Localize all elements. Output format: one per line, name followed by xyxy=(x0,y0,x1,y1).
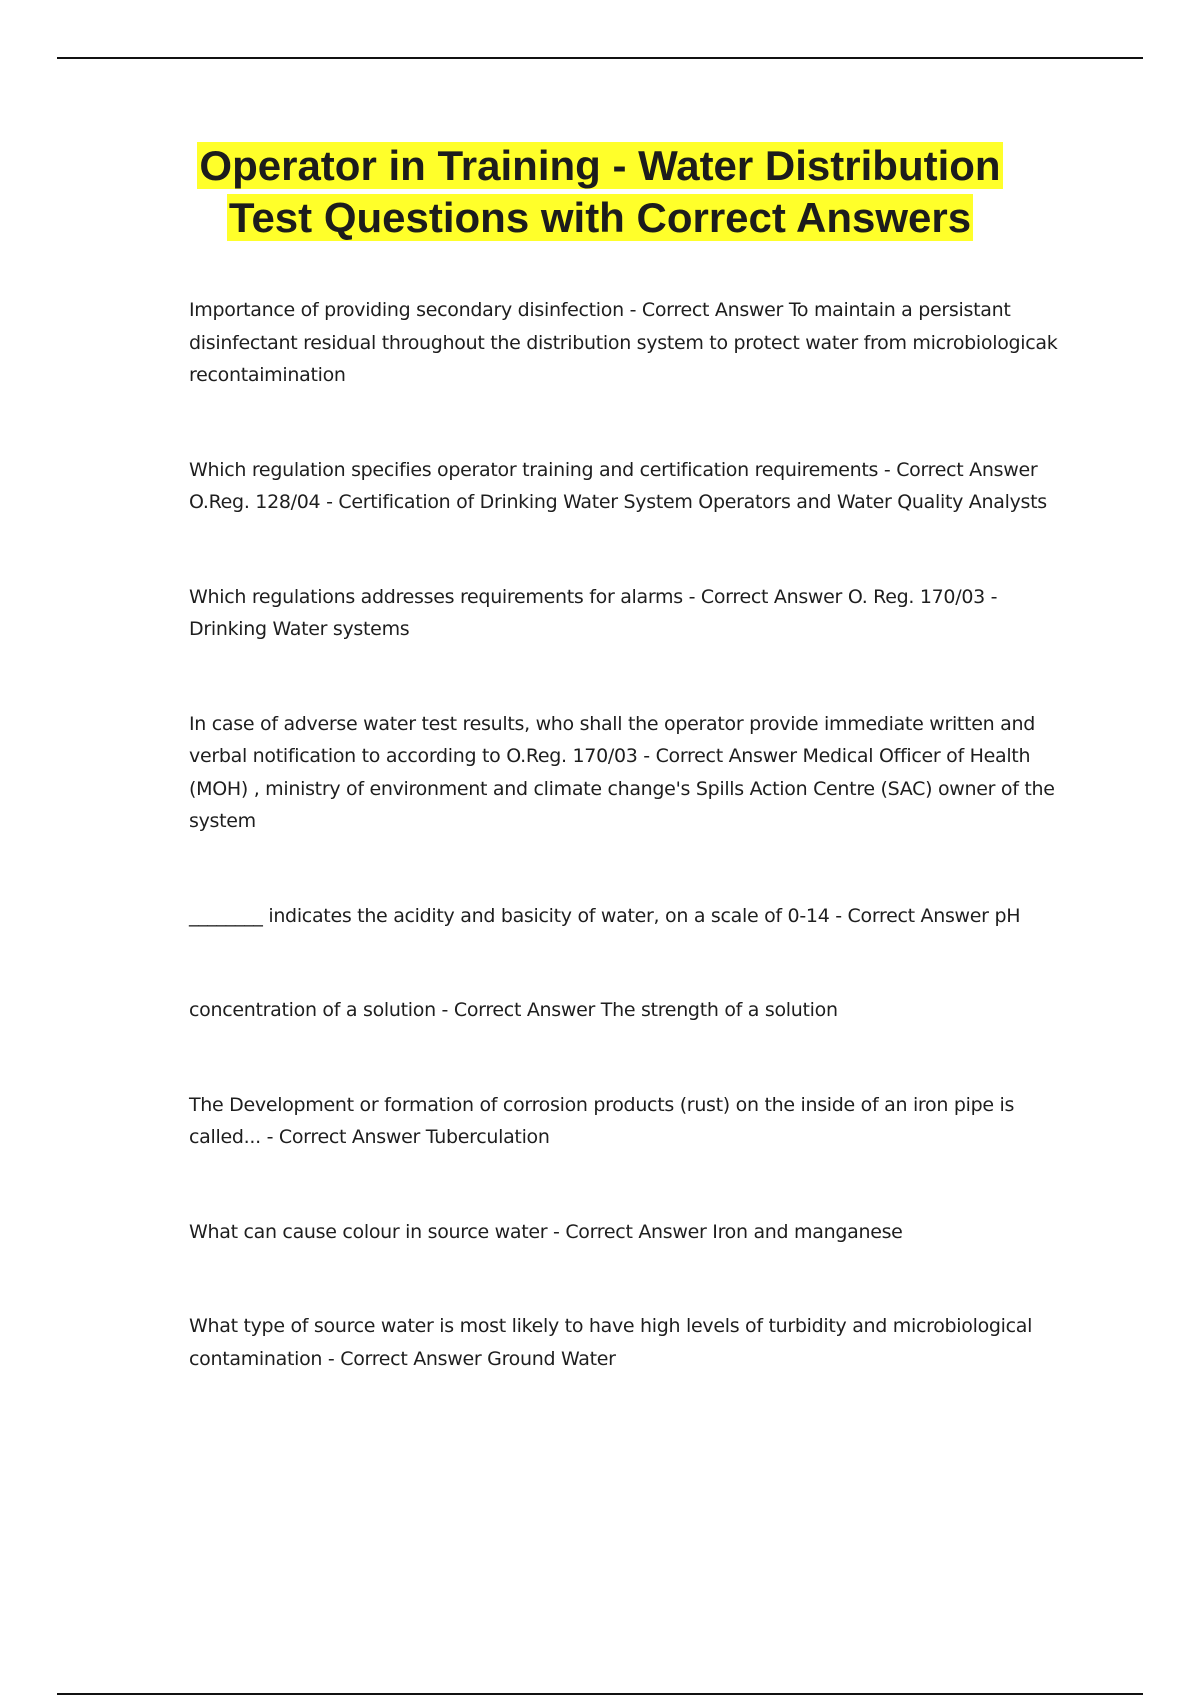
title-block xyxy=(190,140,1010,244)
question-text: ________ indicates the acidity and basicity of water, on a scale of 0-14 xyxy=(189,904,830,927)
answer-text: O.Reg. 128/04 - Certification of Drinking Water System Operators and Water Quality Analysts xyxy=(189,491,1047,513)
question-text: The Development or formation of corrosion products (rust) on the inside of an iron pipe is called... xyxy=(189,1093,1015,1148)
qa-item xyxy=(189,1310,1069,1375)
question-text: Which regulation specifies operator training and certification requirements xyxy=(189,458,879,481)
separator: - xyxy=(637,745,656,767)
answer-label: Correct Answer xyxy=(453,999,596,1021)
answer-text: pH xyxy=(994,904,1021,927)
top-rule xyxy=(57,57,1143,59)
answer-text: O. Reg. 170/03 - Drinking Water systems xyxy=(189,585,998,640)
question-text: concentration of a solution xyxy=(189,999,436,1021)
qa-item xyxy=(189,994,1069,1027)
answer-label: Correct Answer xyxy=(655,745,797,767)
answer-label: Correct Answer xyxy=(700,585,843,608)
qa-item xyxy=(189,1089,1069,1154)
answer-text: Iron and manganese xyxy=(712,1220,903,1243)
qa-item xyxy=(189,294,1069,392)
separator: - xyxy=(829,904,848,927)
answer-label: Correct Answer xyxy=(278,1126,421,1148)
separator: - xyxy=(878,458,897,481)
question-text: In case of adverse water test results, who shall the operator provide immediate written and verbal notification to according to O.Reg. 170/03 xyxy=(189,712,1035,767)
separator: - xyxy=(322,1347,341,1370)
qa-list xyxy=(189,294,1069,1437)
qa-item xyxy=(189,900,1069,933)
question-text: Importance of providing secondary disinfection xyxy=(189,299,624,321)
qa-item xyxy=(189,454,1069,519)
document-title: Operator in Training - Water Distribution Test Questions with Correct Answers xyxy=(199,142,1001,241)
qa-item xyxy=(189,1216,1069,1249)
answer-text: Tuberculation xyxy=(425,1126,550,1148)
bottom-rule xyxy=(57,1693,1143,1695)
question-text: Which regulations addresses requirements for alarms xyxy=(189,585,683,608)
answer-text: The strength of a solution xyxy=(600,999,838,1021)
separator: - xyxy=(623,299,642,321)
separator: - xyxy=(682,585,701,608)
answer-text: Ground Water xyxy=(487,1347,616,1370)
answer-label: Correct Answer xyxy=(847,904,989,927)
answer-label: Correct Answer xyxy=(340,1347,482,1370)
separator: - xyxy=(435,999,454,1021)
qa-item xyxy=(189,581,1069,646)
answer-label: Correct Answer xyxy=(641,299,784,321)
question-text: What type of source water is most likely to have high levels of turbidity and microbiological contamination xyxy=(189,1315,1033,1370)
separator: - xyxy=(260,1126,279,1148)
qa-item xyxy=(189,708,1069,838)
answer-label: Correct Answer xyxy=(565,1220,707,1243)
separator: - xyxy=(547,1220,566,1243)
answer-text: Medical Officer of Health (MOH) , ministry of environment and climate change's Spills Action Centre (SAC) owner of the system xyxy=(189,745,1055,832)
question-text: What can cause colour in source water xyxy=(189,1220,548,1243)
answer-label: Correct Answer xyxy=(896,458,1038,481)
answer-text: To maintain a persistant disinfectant residual throughout the distribution system to protect water from microbiologicak recontaimination xyxy=(189,299,1058,386)
